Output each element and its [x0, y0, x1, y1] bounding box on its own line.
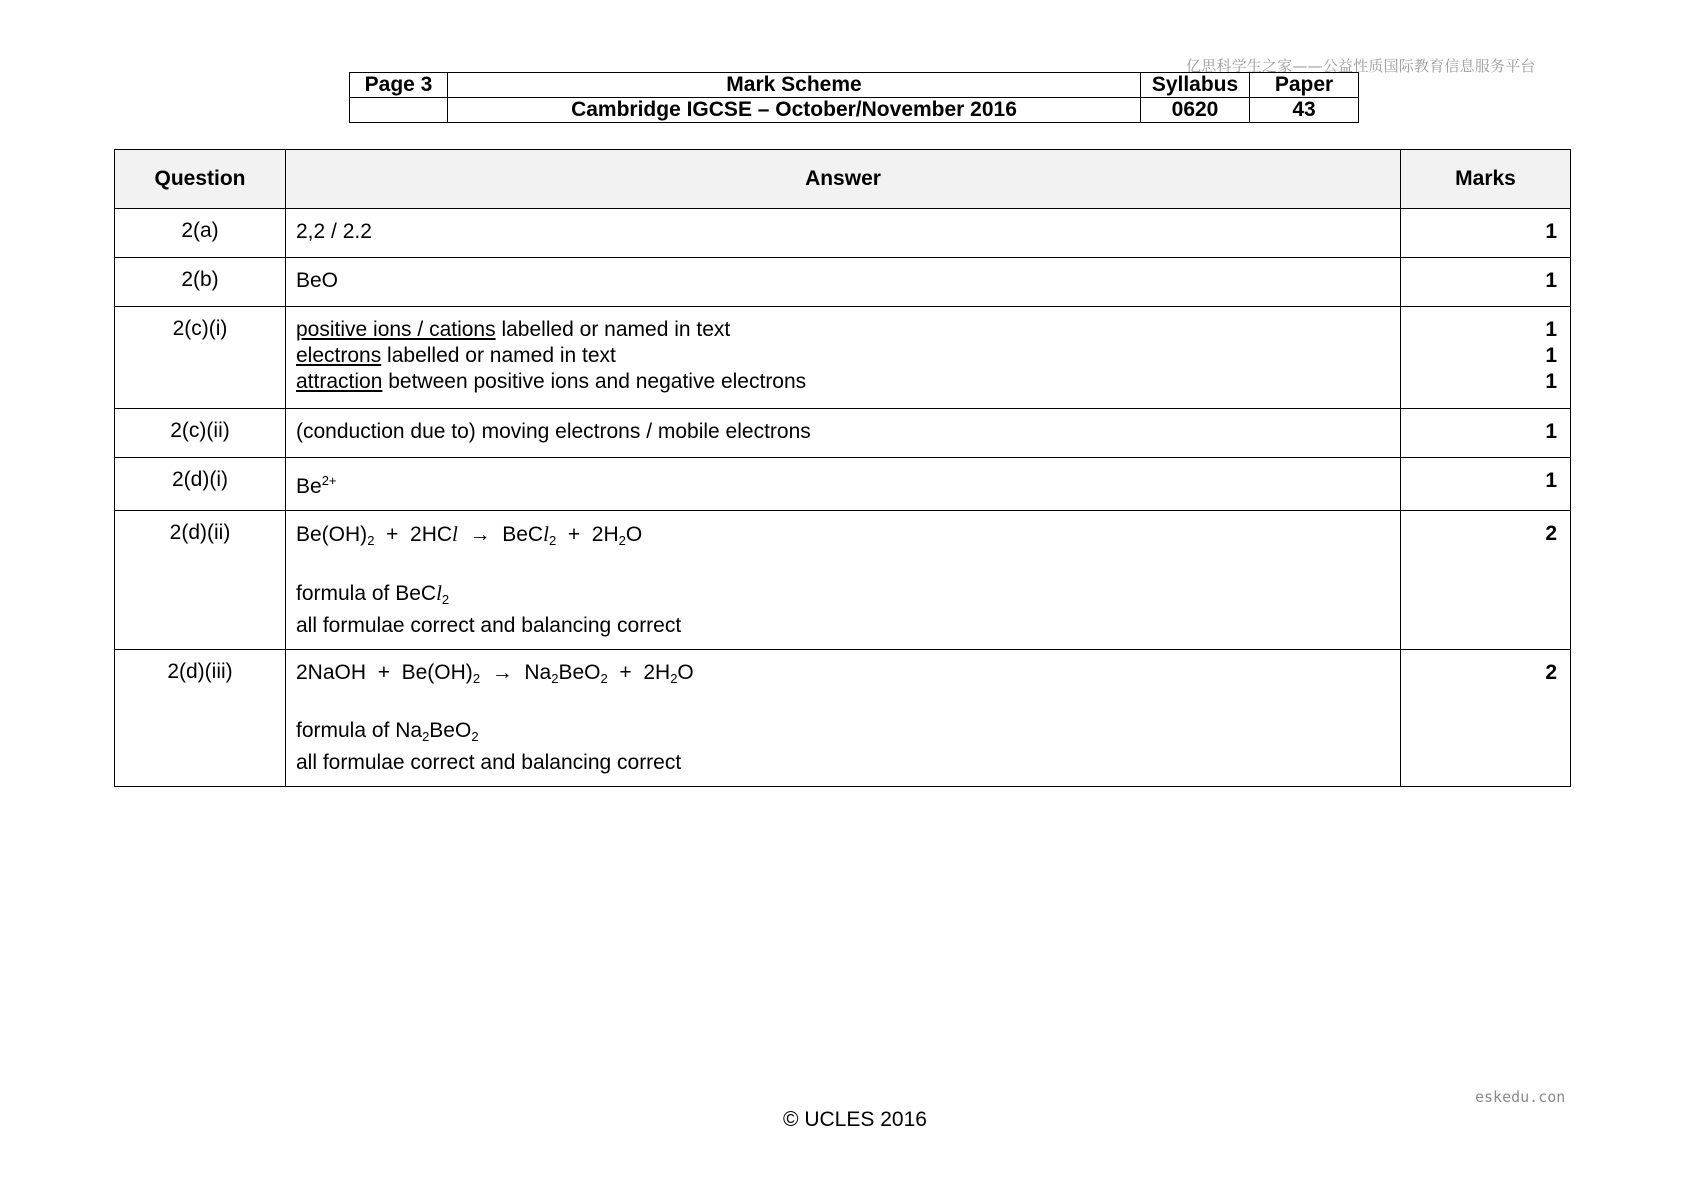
marks-cell: 1	[1401, 209, 1571, 258]
answer-cell: BeO	[286, 258, 1401, 307]
marks-cell	[1401, 307, 1571, 409]
answer-text: between positive ions and negative electrons	[382, 370, 807, 393]
table-header-row	[115, 150, 1571, 209]
answer-header: Answer	[286, 150, 1401, 209]
table-row	[115, 307, 1571, 409]
table-row	[115, 650, 1571, 787]
empty-cell	[350, 98, 448, 123]
syllabus-code: 0620	[1141, 98, 1250, 123]
answer-cell	[286, 307, 1401, 409]
answer-cell: 2,2 / 2.2	[286, 209, 1401, 258]
answer-line: all formulae correct and balancing correct	[296, 751, 682, 774]
answer-line	[296, 343, 1390, 369]
ion-charge: 2+	[321, 473, 337, 488]
marks-cell: 2	[1401, 511, 1571, 650]
paper-label: Paper	[1250, 73, 1359, 98]
exam-title: Cambridge IGCSE – October/November 2016	[448, 98, 1141, 123]
paper-number: 43	[1250, 98, 1359, 123]
table-row	[115, 458, 1571, 511]
marks-header: Marks	[1401, 150, 1571, 209]
answer-line	[296, 317, 1390, 343]
underlined-term: attraction	[296, 370, 383, 393]
page-header-table	[349, 72, 1359, 123]
chemical-equation: $Be(OH)_2 + 2HCl$ → BeCl$_2$ + $2H_2O$	[296, 522, 643, 548]
mark-scheme-table	[114, 149, 1571, 787]
table-row	[115, 258, 1571, 307]
answer-text: labelled or named in text	[381, 344, 616, 367]
answer-text: labelled or named in text	[495, 318, 731, 341]
chemical-equation: 2NaOH + $Be(OH)_2 \to Na_2BeO_2 + 2H_2O$	[296, 661, 694, 686]
answer-line: formula of $Na_2BeO_2$	[296, 719, 479, 744]
answer-line	[296, 369, 1390, 395]
marks-cell: 2	[1401, 650, 1571, 787]
marks-cell: 1	[1401, 258, 1571, 307]
marks-cell: 1	[1401, 409, 1571, 458]
answer-cell	[286, 511, 1401, 650]
watermark-top: 亿思科学生之家——公益性质国际教育信息服务平台	[1186, 57, 1536, 75]
watermark-bottom: eskedu.con	[1475, 1088, 1566, 1106]
mark-value: 1	[1545, 344, 1557, 367]
mark-value: 1	[1545, 318, 1557, 341]
marks-cell: 1	[1401, 458, 1571, 511]
answer-cell: (conduction due to) moving electrons / mobile electrons	[286, 409, 1401, 458]
copyright-footer: © UCLES 2016	[783, 1108, 927, 1131]
question-cell: 2(d)(iii)	[115, 650, 286, 787]
table-row	[115, 209, 1571, 258]
mark-scheme-title: Mark Scheme	[448, 73, 1141, 98]
question-cell: 2(d)(i)	[115, 458, 286, 511]
page-number: Page 3	[350, 73, 448, 98]
question-cell: 2(c)(i)	[115, 307, 286, 409]
answer-cell	[286, 458, 1401, 511]
underlined-term: positive ions / cations	[296, 318, 496, 341]
underlined-term: electrons	[296, 344, 382, 367]
mark-value: 1	[1545, 370, 1557, 393]
question-cell: 2(c)(ii)	[115, 409, 286, 458]
answer-cell	[286, 650, 1401, 787]
answer-line: formula of BeCl$_2$	[296, 581, 450, 607]
syllabus-label: Syllabus	[1141, 73, 1250, 98]
question-cell: 2(a)	[115, 209, 286, 258]
table-row	[115, 409, 1571, 458]
question-header: Question	[115, 150, 286, 209]
ion-symbol: Be	[296, 475, 322, 498]
answer-line: all formulae correct and balancing correct	[296, 614, 682, 637]
question-cell: 2(d)(ii)	[115, 511, 286, 650]
question-cell: 2(b)	[115, 258, 286, 307]
table-row	[115, 511, 1571, 650]
